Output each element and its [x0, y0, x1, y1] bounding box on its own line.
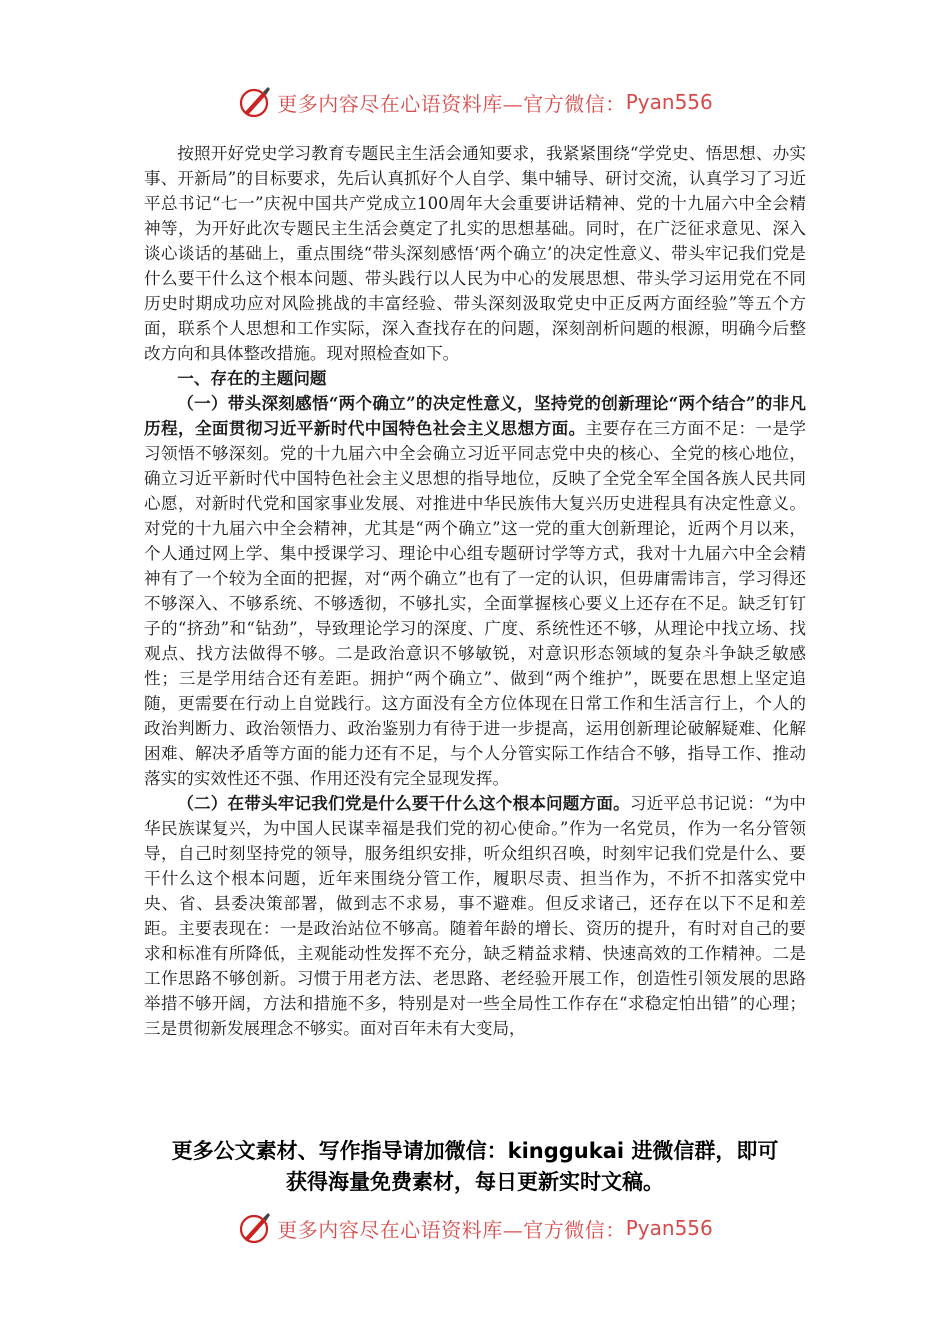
subsection-2 — [144, 791, 806, 1041]
promo-line-2: 获得海量免费素材，每日更新实时文稿。 — [286, 1170, 664, 1194]
document-body — [144, 141, 806, 1041]
banner-wechat-id: Pyan556 — [625, 90, 713, 114]
footer-banner — [0, 1206, 950, 1250]
subsection-1-title: （一）带头深刻感悟“两个确立”的决定性意义，坚持党的创新理论“两个结合”的非凡历程，全面贯彻习近平新时代中国特色社会主义思想方面。 — [144, 393, 806, 438]
promo-line-1: 更多公文素材、写作指导请加微信：kinggukai 进微信群，即可 — [171, 1139, 779, 1163]
section-heading: 一、存在的主题问题 — [177, 368, 327, 388]
banner-text: 更多内容尽在心语资料库—官方微信： — [277, 91, 626, 116]
promo-notice — [60, 1136, 890, 1198]
pen-logo-icon — [237, 84, 273, 120]
subsection-1-text: 主要存在三方面不足：一是学习领悟不够深刻。党的十九届六中全会确立习近平同志党中央的核心、全党的核心地位，确立习近平新时代中国特色社会主义思想的指导地位，反映了全党全军全国各族人民共同心愿，对新时代党和国家事业发展、对推进中华民族伟大复兴历史进程具有决定性意义。对党的十九届六中全会精神，尤其是“两个确立”这一党的重大创新理论，近两个月以来，个人通过网上学、集中授课学习、理论中心组专题研讨学等方式，我对十九届六中全会精神有了一个较为全面的把握，对“两个确立”也有了一定的认识，但毋庸需讳言，学习得还不够深入、不够系统、不够透彻，不够扎实，全面掌握核心要义上还存在不足。缺乏钉钉子的“挤劲”和“钻劲”，导致理论学习的深度、广度、系统性还不够，从理论中找立场、找观点、找方法做得不够。二是政治意识不够敏锐，对意识形态领域的复杂斗争缺乏敏感性；三是学用结合还有差距。拥护“两个确立”、做到“两个维护”，既要在思想上坚定追随，更需要在行动上自觉践行。这方面没有全方位体现在日常工作和生活言行上，个人的政治判断力、政治领悟力、政治鉴别力有待于进一步提高，运用创新理论破解疑难、化解困难、解决矛盾等方面的能力还有不足，与个人分管实际工作结合不够，指导工作、推动落实的实效性还不强、作用还没有完全显现发挥。 — [144, 419, 806, 788]
subsection-2-text: 习近平总书记说：“为中华民族谋复兴，为中国人民谋幸福是我们党的初心使命。”作为一名党员，作为一名分管领导，自己时刻坚持党的领导，服务组织安排，听众组织召唤，时刻牢记我们党是什么、要干什么这个根本问题，近年来围绕分管工作，履职尽责、担当作为，不折不扣落实党中央、省、县委决策部署，做到志不求易，事不避难。但反求诸己，还存在以下不足和差距。主要表现在：一是政治站位不够高。随着年龄的增长、资历的提升，有时对自己的要求和标准有所降低，主观能动性发挥不充分，缺乏精益求精、快速高效的工作精神。二是工作思路不够创新。习惯于用老方法、老思路、老经验开展工作，创造性引领发展的思路举措不够开阔，方法和措施不多，特别是对一些全局性工作存在“求稳定怕出错”的心理；三是贯彻新发展理念不够实。面对百年未有大变局， — [144, 794, 806, 1038]
subsection-2-title: （二）在带头牢记我们党是什么要干什么这个根本问题方面。 — [177, 793, 630, 813]
header-banner — [0, 80, 950, 124]
pen-logo-icon — [237, 1210, 273, 1246]
intro-paragraph: 按照开好党史学习教育专题民主生活会通知要求，我紧紧围绕“学党史、悟思想、办实事、开新局”的目标要求，先后认真抓好个人自学、集中辅导、研讨交流，认真学习了习近平总书记“七一”庆祝中国共产党成立100周年大会重要讲话精神、党的十九届六中全会精神等，为开好此次专题民主生活会奠定了扎实的思想基础。同时，在广泛征求意见、深入谈心谈话的基础上，重点围绕“带头深刻感悟‘两个确立’的决定性意义、带头牢记我们党是什么要干什么这个根本问题、带头践行以人民为中心的发展思想、带头学习运用党在不同历史时期成功应对风险挑战的丰富经验、带头深刻汲取党史中正反两方面经验”等五个方面，联系个人思想和工作实际，深入查找存在的问题，深刻剖析问题的根源，明确今后整改方向和具体整改措施。现对照检查如下。 — [144, 144, 806, 363]
banner-text: 更多内容尽在心语资料库—官方微信： — [277, 1217, 626, 1242]
banner-wechat-id: Pyan556 — [625, 1216, 713, 1240]
subsection-1 — [144, 391, 806, 791]
